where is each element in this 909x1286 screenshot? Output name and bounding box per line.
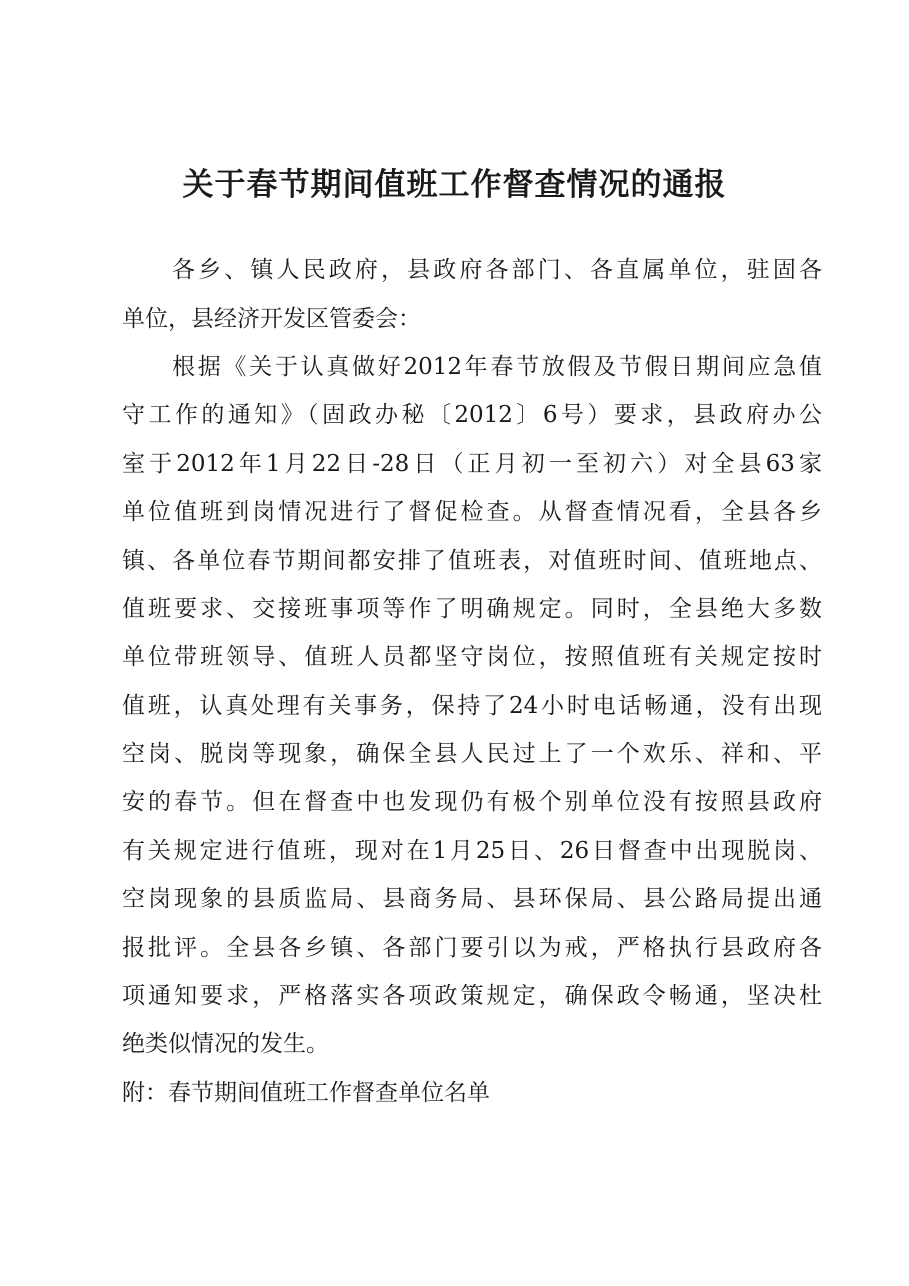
salutation-line-2: 单位，县经济开发区管委会： xyxy=(122,306,421,332)
body-line: 有关规定进行值班，现对在1月25日、26日督查中出现脱岗、 xyxy=(122,838,822,864)
body-line: 单位值班到岗情况进行了督促检查。从督查情况看，全县各乡 xyxy=(122,499,822,525)
body-line: 值班，认真处理有关事务，保持了24小时电话畅通，没有出现 xyxy=(122,693,822,719)
body-line: 守工作的通知》（固政办秘〔2012〕6号）要求，县政府办公 xyxy=(122,402,822,428)
body-line: 绝类似情况的发生。 xyxy=(122,1031,329,1057)
body-line: 单位带班领导、值班人员都坚守岗位，按照值班有关规定按时 xyxy=(122,644,822,670)
body-line: 安的春节。但在督查中也发现仍有极个别单位没有按照县政府 xyxy=(122,789,822,815)
body-line: 根据《关于认真做好2012年春节放假及节假日期间应急值 xyxy=(172,354,822,380)
body-line: 项通知要求，严格落实各项政策规定，确保政令畅通，坚决杜 xyxy=(122,983,822,1009)
body-line: 室于2012年1月22日-28日（正月初一至初六）对全县63家 xyxy=(122,451,822,477)
body-line: 镇、各单位春节期间都安排了值班表，对值班时间、值班地点、 xyxy=(122,548,822,574)
body-line: 空岗现象的县质监局、县商务局、县环保局、县公路局提出通 xyxy=(122,886,822,912)
document-title: 关于春节期间值班工作督查情况的通报 xyxy=(182,167,727,203)
body-line: 值班要求、交接班事项等作了明确规定。同时，全县绝大多数 xyxy=(122,596,822,622)
salutation-line-1: 各乡、镇人民政府，县政府各部门、各直属单位，驻固各 xyxy=(172,257,822,283)
body-line: 空岗、脱岗等现象，确保全县人民过上了一个欢乐、祥和、平 xyxy=(122,741,822,767)
body-line: 报批评。全县各乡镇、各部门要引以为戒，严格执行县政府各 xyxy=(122,935,822,961)
attachment-note: 附：春节期间值班工作督查单位名单 xyxy=(122,1080,490,1106)
